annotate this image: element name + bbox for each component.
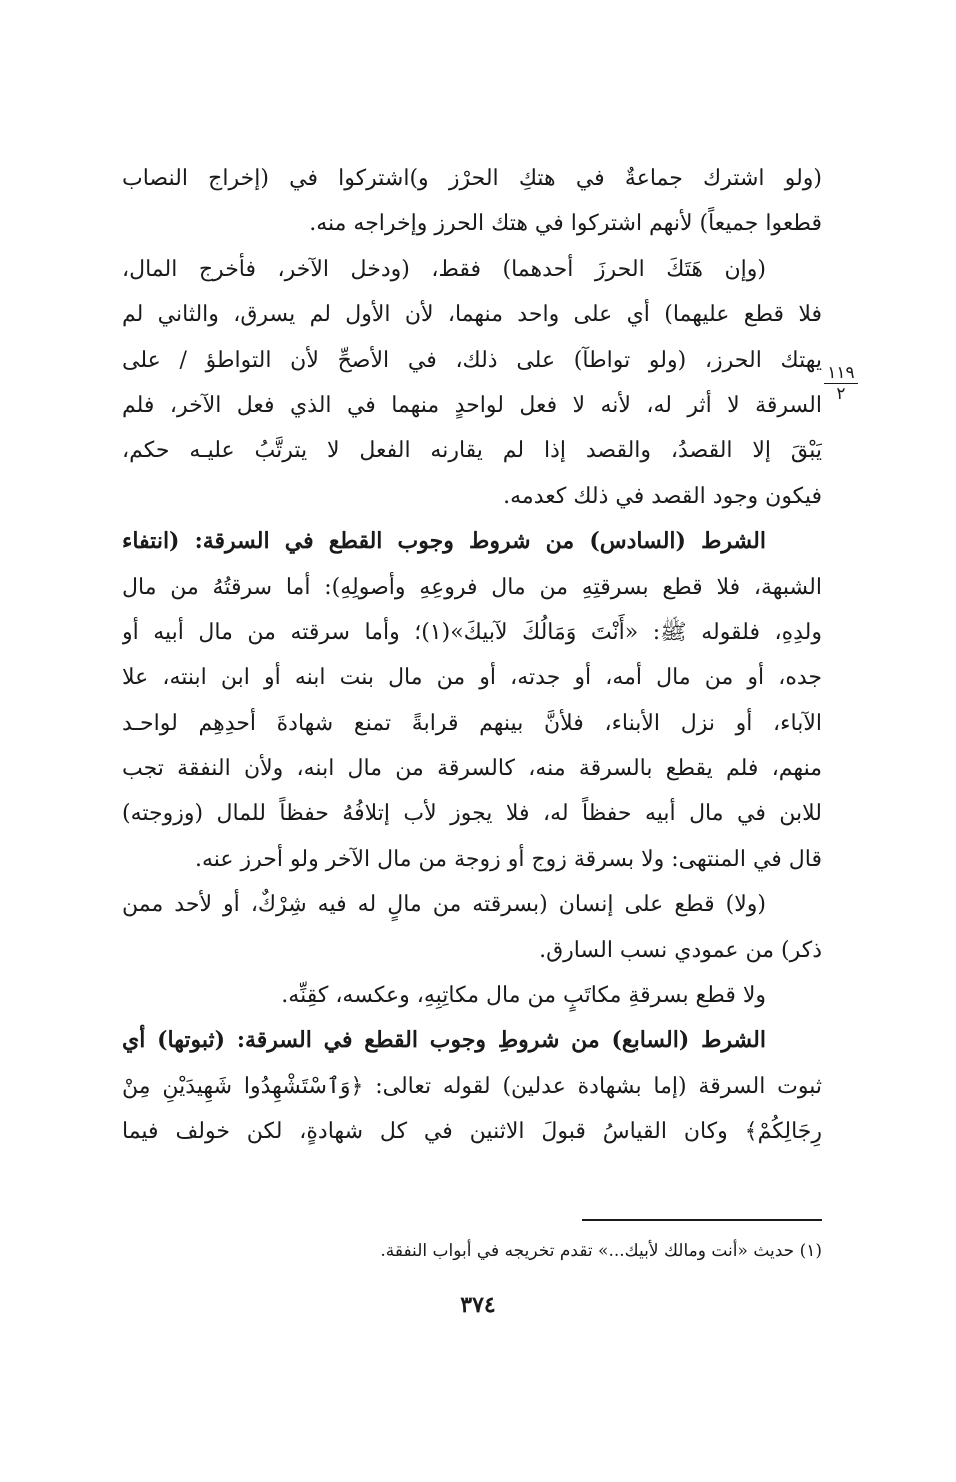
text-line: جده، أو من مال أمه، أو جدته، أو من مال بنت ابنه أو ابن ابنته، علا [122, 665, 822, 691]
main-text [122, 156, 822, 1155]
text-line: منهم، فلم يقطع بالسرقة منه، كالسرقة من مال ابنه، ولأن النفقة تجب [122, 756, 822, 782]
text-line: ذكر) من عمودي نسب السارق. [539, 937, 822, 963]
text-line: (ولا) قطع على إنسان (بسرقته من مالٍ له فيه شِرْكٌ، أو لأحد ممن [122, 892, 766, 918]
manuscript-folio-marker [824, 364, 858, 403]
text-line: ولا قطع بسرقةِ مكاتَبٍ من مال مكاتِبِهِ، وعكسه، كقِنِّه. [281, 983, 766, 1009]
text-line: الشبهة، فلا قطع بسرقتِهِ من مال فروعِهِ وأصولِهِ): أما سرقتُهُ من مال [122, 574, 822, 600]
text-line: يَبْقَ إلا القصدُ، والقصد إذا لم يقارنه الفعل لا يترتَّبُ عليـه حكم، [122, 438, 822, 464]
text-line: الشرط (السابع) من شروطِ وجوب القطع في السرقة: (ثبوتها) أي [122, 1027, 766, 1054]
folio-side: ٢ [836, 384, 846, 404]
text-line: ولدِهِ، فلقوله ﷺ: «أَنْتَ وَمَالُكَ لآبيكَ»(١)؛ وأما سرقته من مال أبيه أو [122, 619, 822, 645]
text-line: يهتك الحرز، (ولو تواطآ) على ذلك، في الأصحِّ لأن التواطؤ / على [122, 347, 822, 373]
text-line: ثبوت السرقة (إما بشهادة عدلين) لقوله تعالى: ﴿وَٱسْتَشْهِدُوا شَهِيدَيْنِ مِنْ [122, 1073, 822, 1099]
folio-number: ١١٩ [824, 364, 858, 384]
text-line: السرقة لا أثر له، لأنه لا فعل لواحدٍ منهما في الذي فعل الآخر، فلم [122, 392, 822, 418]
footnote: (١) حديث «أنت ومالك لأبيك...» تقدم تخريجه في أبواب النفقة. [380, 1241, 822, 1261]
page-number: ٣٧٤ [460, 1292, 496, 1318]
text-line: الشرط (السادس) من شروط وجوب القطع في السرقة: (انتفاء [122, 528, 766, 555]
text-line: (وإن هَتَكَ الحرزَ أحدهما) فقط، (ودخل الآخر، فأخرج المال، [122, 256, 766, 282]
footnote-divider [582, 1219, 822, 1221]
text-line: رِجَالِكُمْ﴾ وكان القياسُ قبولَ الاثنين في كل شهادةٍ، لكن خولف فيما [122, 1119, 822, 1145]
text-line: قطعوا جميعاً) لأنهم اشتركوا في هتك الحرز وإخراجه منه. [309, 211, 822, 237]
text-line: فيكون وجود القصد في ذلك كعدمه. [503, 483, 822, 509]
text-line: فلا قطع عليهما) أي على واحد منهما، لأن الأول لم يسرق، والثاني لم [122, 302, 822, 328]
text-line: للابن في مال أبيه حفظاً له، فلا يجوز لأب إتلافُهُ حفظاً للمال (وزوجته) [122, 801, 822, 827]
text-line: الآباء، أو نزل الأبناء، فلأنَّ بينهم قرابةً تمنع شهادةَ أحدِهِم لواحـد [122, 710, 822, 736]
text-line: قال في المنتهى: ولا بسرقة زوج أو زوجة من مال الآخر ولو أحرز عنه. [195, 846, 822, 872]
text-line: (ولو اشترك جماعةٌ في هتكِ الحرْز و)اشتركوا في (إخراج النصاب [122, 166, 822, 191]
